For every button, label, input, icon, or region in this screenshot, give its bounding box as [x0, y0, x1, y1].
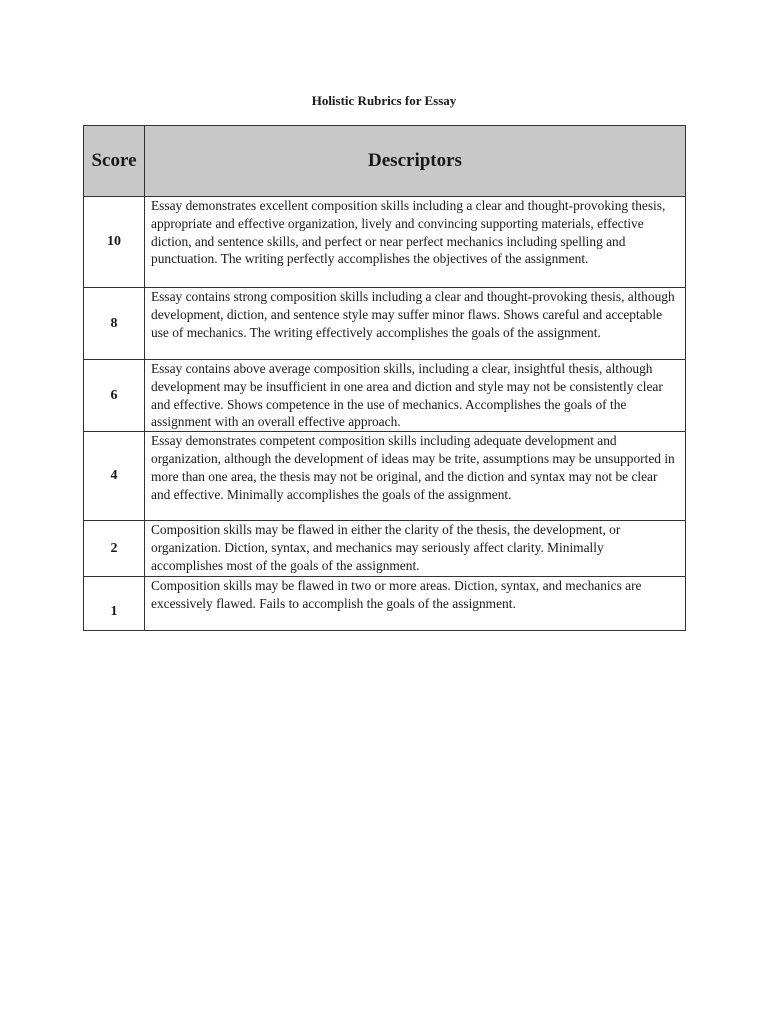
descriptor-cell: Essay demonstrates excellent composition skills including a clear and thought-provoking thesis, appropriate and effective organization, lively and convincing supporting materials, effective diction, and sentence skills, and perfect or near perfect mechanics including spelling and punctuation. The writing perfectly accomplishes the objectives of the assignment. [145, 197, 686, 288]
descriptor-cell: Essay contains above average composition skills, including a clear, insightful thesis, although development may be insufficient in one area and diction and style may not be consistently clear and effective. Shows competence in the use of mechanics. Accomplishes the goals of the assignment with an overall effective approach. [145, 360, 686, 432]
descriptor-cell: Composition skills may be flawed in either the clarity of the thesis, the development, or organization. Diction, syntax, and mechanics may seriously affect clarity. Minimally accomplishes most of the goals of the assignment. [145, 521, 686, 577]
score-cell: 4 [84, 432, 145, 521]
score-cell: 6 [84, 360, 145, 432]
score-cell: 10 [84, 197, 145, 288]
score-cell: 8 [84, 288, 145, 360]
descriptor-cell: Composition skills may be flawed in two or more areas. Diction, syntax, and mechanics are excessively flawed. Fails to accomplish the goals of the assignment. [145, 577, 686, 631]
table-row [84, 197, 686, 288]
score-cell: 2 [84, 521, 145, 577]
table-row [84, 432, 686, 521]
table-row [84, 360, 686, 432]
table-row [84, 521, 686, 577]
score-cell: 1 [84, 577, 145, 631]
descriptor-cell: Essay demonstrates competent composition skills including adequate development and organization, although the development of ideas may be trite, assumptions may be unsupported in more than one area, the thesis may not be original, and the diction and syntax may not be clear and effective. Minimally accomplishes the goals of the assignment. [145, 432, 686, 521]
rubric-table [83, 125, 686, 631]
page-title: Holistic Rubrics for Essay [311, 93, 457, 108]
descriptor-cell: Essay contains strong composition skills including a clear and thought-provoking thesis, although development, diction, and sentence style may suffer minor flaws. Shows careful and acceptable use of mechanics. The writing effectively accomplishes the goals of the assignment. [145, 288, 686, 360]
score-column-header: Score [84, 126, 145, 197]
descriptors-column-header: Descriptors [145, 126, 686, 197]
table-row [84, 288, 686, 360]
table-header-row [84, 126, 686, 197]
table-row [84, 577, 686, 631]
